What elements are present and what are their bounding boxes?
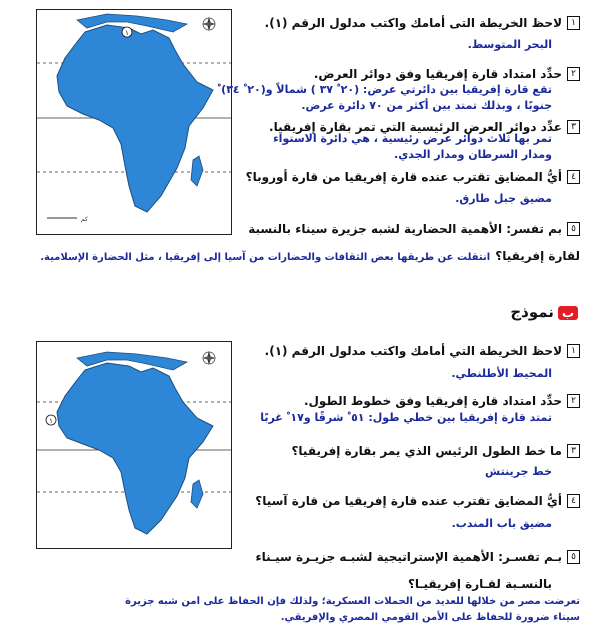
answer-a-5: انتقلت عن طريقها بعض الثقافات والحضارات من آسيا إلى إفريقيا ، مثل الحضارة الإسلامية. — [40, 252, 491, 263]
answer-b-1: المحيط الأطلنطي. — [451, 367, 552, 380]
compass-icon-b — [202, 351, 216, 365]
question-b-2: ٢حدِّد امتداد قارة إفريقيا وفق خطوط الطول. — [304, 390, 580, 409]
answer-a-2-line1: تقع قارة إفريقيا بين دائرتي عرض: (٢٠ ْ ٣٧ ) شمالاً و(٢٠ ْ ٣٤) ْ — [217, 83, 552, 96]
answer-b-5-line1: تعرضت مصر من خلالها للعديد من الحملات العسكرية؛ ولذلك فإن الحفاظ على أمن شبه جزيرة — [125, 596, 580, 607]
question-number: ٥ — [567, 550, 580, 564]
question-number: ١ — [567, 344, 580, 358]
question-a-1: ١لاحظ الخريطة التى أمامك واكتب مدلول الرقم (١). — [265, 12, 580, 31]
svg-text:كم: كم — [81, 216, 88, 223]
question-number: ١ — [567, 16, 580, 30]
question-number: ٤ — [567, 170, 580, 184]
africa-map-b — [36, 341, 232, 549]
compass-icon-a — [202, 17, 216, 31]
map-label-b: ١ — [49, 417, 53, 425]
answer-a-2-line2: جنوبًا ، وبذلك تمتد بين أكثر من ٧٠ دائرة عرض. — [301, 99, 552, 112]
answer-b-3: خط جرينتش — [485, 465, 552, 478]
question-b-5: ٥بـم تفسـر: الأهمية الإستراتيجية لشبـه جزيـرة سيـناء — [255, 546, 580, 565]
question-a-2: ٢حدِّد امتداد قارة إفريقيا وفق دوائر العرض. — [314, 63, 580, 82]
answer-b-4: مضيق باب المندب. — [451, 517, 552, 530]
model-b-title: بنموذج — [510, 303, 578, 321]
answer-a-4: مضيق جبل طارق. — [455, 192, 552, 205]
africa-map-a-svg — [37, 10, 231, 234]
question-a-3: ٣عدِّد دوائر العرض الرئيسية التي تمر بقارة إفريقيا. — [269, 116, 580, 135]
answer-a-1: البحر المتوسط. — [467, 38, 552, 51]
question-a-4: ٤أيُّ المضايق تقترب عنده قارة إفريقيا من قارة أوروبا؟ — [246, 166, 580, 185]
question-number: ٢ — [567, 67, 580, 81]
question-b-5-line2: بالنسـبة لقـارة إفريقيـا؟ — [407, 577, 552, 591]
africa-shape-b — [57, 363, 213, 534]
question-number: ٢ — [567, 394, 580, 408]
africa-map-a — [36, 9, 232, 235]
map-label-a: ١ — [125, 29, 129, 37]
answer-b-2: تمتد قارة إفريقيا بين خطي طول: ٥١ ْ شرقًا و١٧ ْ غربًا — [260, 411, 552, 424]
question-a-5-line2: لقارة إفريقيا؟ انتقلت عن طريقها بعض الثقافات والحضارات من آسيا إلى إفريقيا ، مثل الحضارة الإسلامية. — [40, 249, 580, 263]
answer-b-5-line2: سيناء ضرورة للحفاظ على الأمن القومي المصري والإفريقي. — [280, 612, 580, 623]
madagascar-a — [191, 156, 203, 186]
question-number: ٣ — [567, 444, 580, 458]
scale-bar-a — [47, 216, 88, 223]
madagascar-b — [191, 480, 203, 508]
question-b-4: ٤أيُّ المضايق تقترب عنده قارة إفريقيا من قارة آسيا؟ — [255, 490, 580, 509]
africa-map-b-svg — [37, 342, 231, 548]
answer-a-3-line2: ومدار السرطان ومدار الجدي. — [394, 148, 552, 161]
africa-shape-a — [57, 25, 213, 212]
question-a-5: ٥بم تفسر: الأهمية الحضارية لشبه جزيرة سيناء بالنسبة — [248, 218, 580, 237]
answer-a-3-line1: تمر بها ثلاث دوائر عرض رئيسية ، هي دائرة الاستواء — [273, 132, 552, 145]
question-number: ٤ — [567, 494, 580, 508]
model-b-badge: ب — [558, 306, 578, 320]
question-b-3: ٣ما خط الطول الرئيس الذي يمر بقارة إفريقيا؟ — [291, 440, 580, 459]
question-number: ٥ — [567, 222, 580, 236]
question-b-1: ١لاحظ الخريطة التي أمامك واكتب مدلول الرقم (١). — [265, 340, 580, 359]
question-number: ٣ — [567, 120, 580, 134]
